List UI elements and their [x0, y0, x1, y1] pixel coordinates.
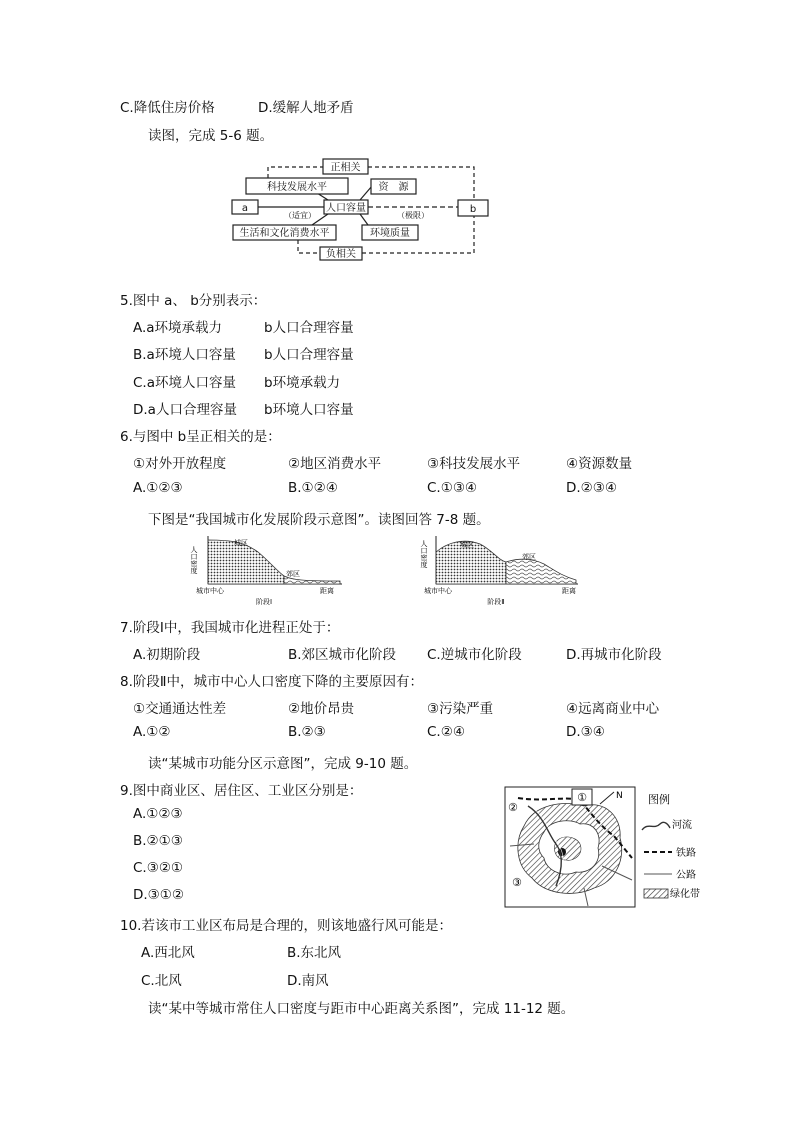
q7-choice-b: B.郊区城市化阶段: [288, 647, 397, 663]
q8-item-4: ④远离商业中心: [566, 701, 660, 717]
label-center: 人口容量: [326, 203, 366, 214]
c2-stage: 阶段Ⅱ: [487, 598, 505, 606]
map-marker-2: ②: [508, 801, 518, 814]
q5-b-right: b人口合理容量: [264, 347, 354, 363]
q10-stem: 10.若该市工业区布局是合理的，则该地盛行风可能是：: [120, 918, 452, 934]
c2-city: 城区: [460, 541, 474, 549]
q7-stem: 7.阶段Ⅰ中，我国城市化进程正处于：: [120, 620, 340, 636]
chart-stage-1: [190, 536, 342, 606]
legend-railway: 铁路: [676, 848, 696, 859]
q5-c-right: b环境承载力: [264, 375, 341, 391]
q8-item-1: ①交通通达性差: [133, 701, 227, 717]
label-a: a: [241, 203, 249, 214]
c2-origin: 城市中心: [424, 587, 452, 595]
q8-item-2: ②地价昂贵: [288, 701, 355, 717]
q9-stem: 9.图中商业区、居住区、工业区分别是：: [120, 783, 363, 799]
intro-9-10: 读“某城市功能分区示意图”，完成 9-10 题。: [148, 756, 418, 772]
q6-choice-c: C.①③④: [427, 480, 478, 496]
c1-stage: 阶段Ⅰ: [255, 598, 273, 606]
greenbelt-legend-icon: [644, 889, 668, 898]
map-marker-3: ③: [512, 876, 522, 889]
q8-choice-d: D.③④: [566, 724, 605, 740]
q6-stem: 6.与图中 b呈正相关的是：: [120, 429, 281, 445]
intro-5-6: 读图，完成 5-6 题。: [148, 128, 274, 144]
q8-stem: 8.阶段Ⅱ中，城市中心人口密度下降的主要原因有：: [120, 674, 424, 690]
c2-xlabel: 距离: [562, 587, 576, 595]
river-legend-icon: [642, 822, 670, 830]
legend-river: 河流: [672, 820, 692, 831]
q5-d-left: D.a人口合理容量: [133, 402, 237, 418]
q10-choice-c: C.北风: [141, 973, 182, 989]
q10-choice-d: D.南风: [287, 973, 329, 989]
q6-choice-d: D.②③④: [566, 480, 617, 496]
c1-city: 城区: [234, 539, 248, 547]
q5-a-left: A.a环境承载力: [133, 320, 223, 336]
label-proper: （适宜）: [284, 211, 316, 220]
q5-a-right: b人口合理容量: [264, 320, 354, 336]
q6-item-4: ④资源数量: [566, 456, 633, 472]
q9-choice-c: C.③②①: [133, 860, 184, 876]
q7-choice-c: C.逆城市化阶段: [427, 647, 522, 663]
population-capacity-diagram: [228, 150, 498, 262]
q9-choice-a: A.①②③: [133, 806, 183, 822]
q6-item-1: ①对外开放程度: [133, 456, 227, 472]
q9-choice-b: B.②①③: [133, 833, 183, 849]
c1-ylabel: 人口密度: [190, 546, 198, 574]
q5-c-left: C.a环境人口容量: [133, 375, 236, 391]
map-marker-1: ①: [577, 791, 587, 804]
q7-choice-d: D.再城市化阶段: [566, 647, 662, 663]
c2-ylabel: 人口密度: [420, 540, 428, 568]
intro-7-8: 下图是“我国城市化发展阶段示意图”。读图回答 7-8 题。: [148, 512, 490, 528]
c2-suburb: 郊区: [522, 553, 536, 561]
c1-xlabel: 距离: [320, 587, 334, 595]
q6-item-3: ③科技发展水平: [427, 456, 521, 472]
q8-choice-c: C.②④: [427, 724, 465, 740]
legend-greenbelt: 绿化带: [670, 889, 700, 900]
q5-d-right: b环境人口容量: [264, 402, 354, 418]
q4-option-d: D.缓解人地矛盾: [258, 100, 354, 116]
label-limit: （极限）: [397, 211, 429, 220]
label-environment: 环境质量: [370, 228, 410, 239]
north-label: N: [616, 791, 623, 801]
q6-choice-b: B.①②④: [288, 480, 338, 496]
label-tech: 科技发展水平: [267, 182, 327, 193]
q8-item-3: ③污染严重: [427, 701, 494, 717]
q5-b-left: B.a环境人口容量: [133, 347, 236, 363]
q4-option-c: C.降低住房价格: [120, 100, 215, 116]
label-consumption: 生活和文化消费水平: [239, 228, 330, 239]
label-resources: 资 源: [378, 182, 409, 193]
q6-choice-a: A.①②③: [133, 480, 183, 496]
intro-11-12: 读“某中等城市常住人口密度与距市中心距离关系图”，完成 11-12 题。: [148, 1001, 575, 1017]
q10-choice-b: B.东北风: [287, 945, 342, 961]
city-function-map: [504, 786, 710, 910]
label-negative: 负相关: [326, 249, 356, 260]
legend-title: 图例: [648, 793, 670, 806]
urbanization-stage-charts: [192, 532, 592, 608]
c1-origin: 城市中心: [196, 587, 224, 595]
chart-stage-2: [420, 536, 578, 606]
q5-stem: 5.图中 a、 b分别表示：: [120, 293, 267, 309]
label-b: b: [469, 204, 477, 215]
q9-choice-d: D.③①②: [133, 887, 184, 903]
q8-choice-a: A.①②: [133, 724, 171, 740]
q6-item-2: ②地区消费水平: [288, 456, 382, 472]
q7-choice-a: A.初期阶段: [133, 647, 201, 663]
label-positive: 正相关: [330, 162, 361, 174]
q10-choice-a: A.西北风: [141, 945, 195, 961]
q8-choice-b: B.②③: [288, 724, 326, 740]
c1-suburb: 郊区: [286, 570, 300, 578]
legend-road: 公路: [676, 870, 696, 881]
